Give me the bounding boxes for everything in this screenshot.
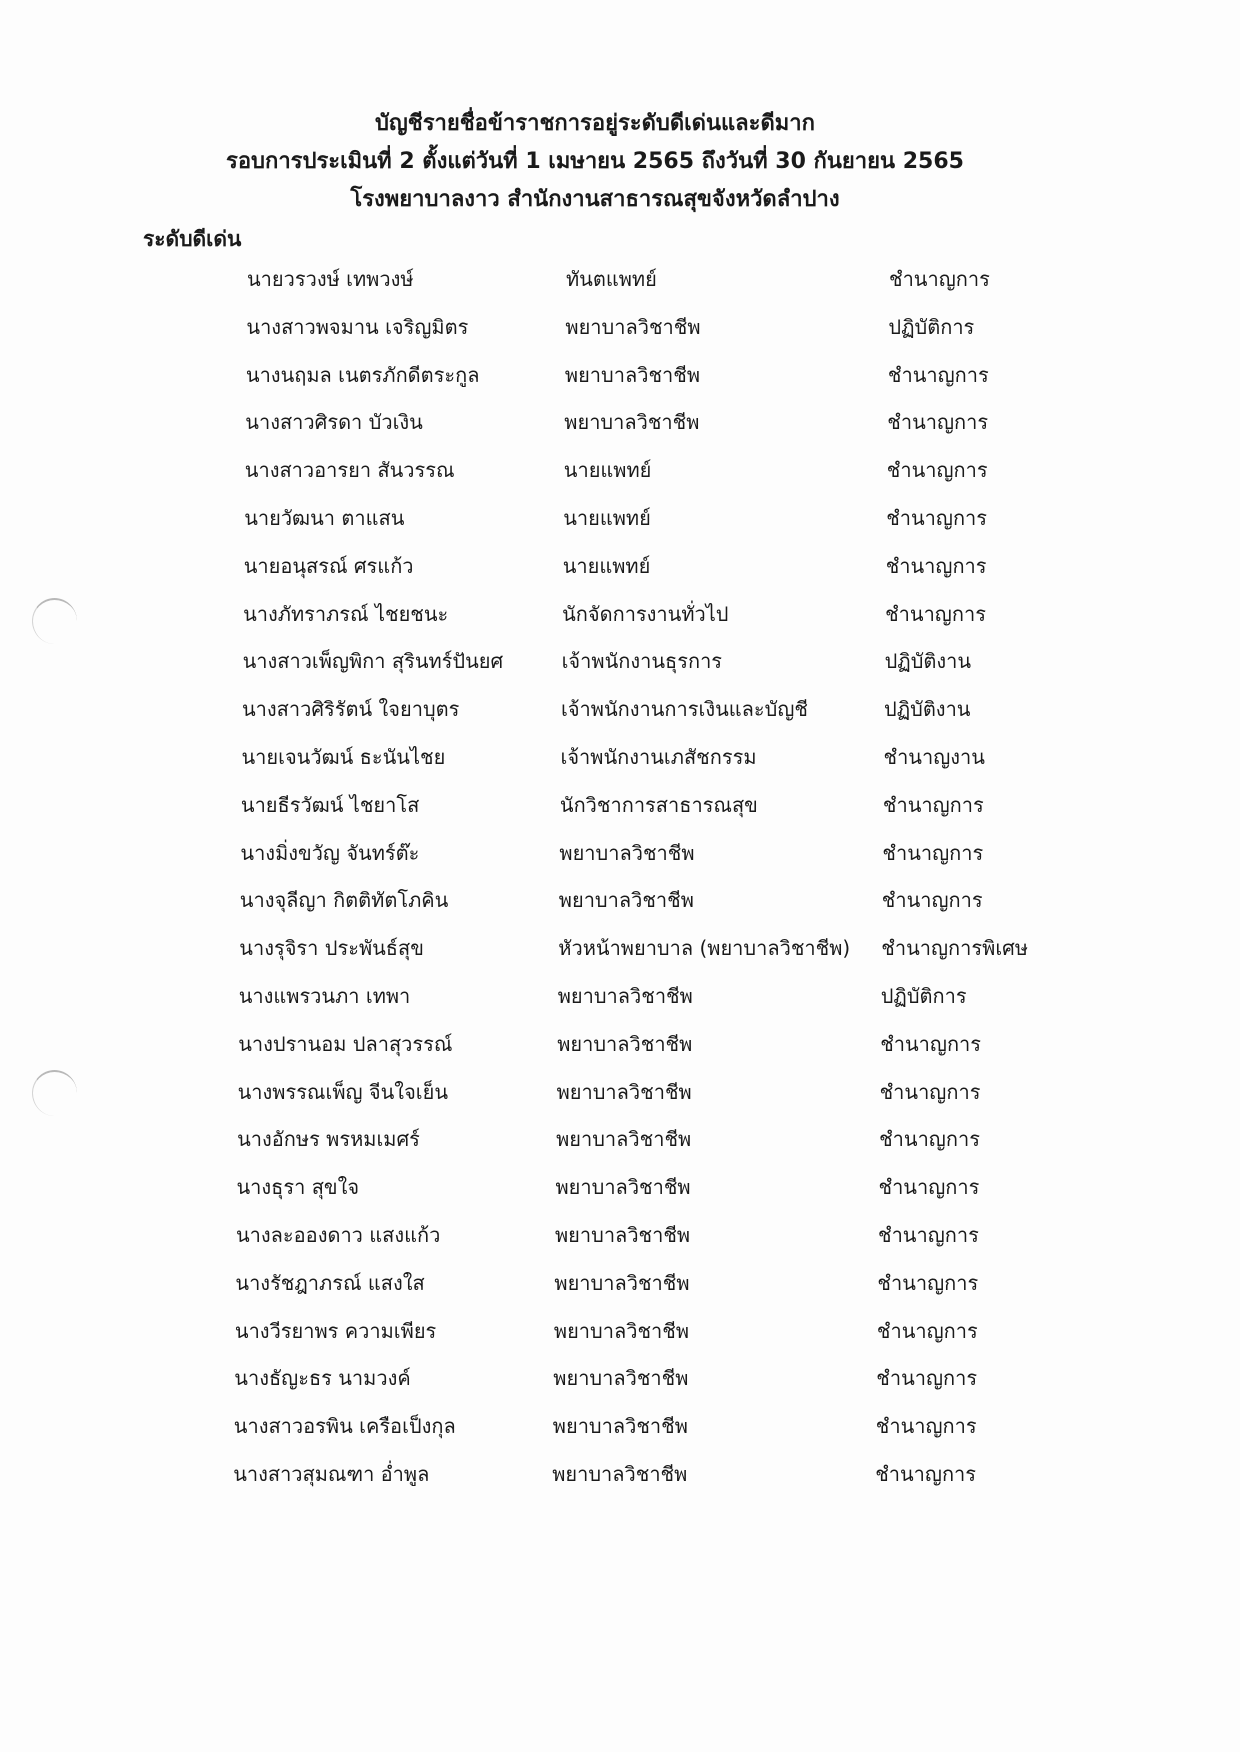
list-row: [0, 741, 1235, 789]
position-title: นายแพทย์: [563, 505, 651, 530]
person-name: นายวรวงษ์ เทพวงษ์: [247, 267, 414, 291]
position-level: ชำนาญการ: [878, 1222, 979, 1247]
person-name: นายวัฒนา ตาแสน: [244, 505, 405, 530]
person-name: นางจุลีญา กิตติทัตโภคิน: [239, 888, 449, 913]
position-title: พยาบาลวิชาชีพ: [556, 1127, 692, 1152]
position-title: พยาบาลวิชาชีพ: [558, 888, 694, 913]
list-row: [0, 263, 1240, 311]
person-name: นายอนุสรณ์ ศรแก้ว: [243, 553, 414, 578]
position-title: พยาบาลวิชาชีพ: [553, 1318, 690, 1343]
position-level: ชำนาญการ: [877, 1270, 979, 1295]
list-row: [0, 311, 1239, 359]
position-level: ชำนาญการ: [886, 505, 988, 530]
position-title: พยาบาลวิชาชีพ: [565, 314, 701, 339]
list-row: [0, 406, 1238, 454]
list-row: [0, 1458, 1226, 1506]
position-title: พยาบาลวิชาชีพ: [556, 1079, 692, 1104]
list-row: [0, 550, 1237, 598]
position-title: พยาบาลวิชาชีพ: [564, 410, 700, 435]
position-level: ชำนาญงาน: [883, 744, 985, 769]
position-level: ชำนาญการ: [875, 1461, 977, 1486]
list-row: [0, 1171, 1230, 1219]
position-title: พยาบาลวิชาชีพ: [555, 1222, 691, 1247]
position-title: พยาบาลวิชาชีพ: [553, 1366, 689, 1391]
person-name: นางสาวพจมาน เจริญมิตร: [246, 314, 469, 339]
position-title: นายแพทย์: [562, 553, 651, 578]
list-row: [0, 693, 1235, 741]
position-title: หัวหน้าพยาบาล (พยาบาลวิชาชีพ): [558, 936, 851, 961]
person-name: นางธัญะธร นามวงค์: [234, 1366, 411, 1391]
list-row: [0, 1410, 1227, 1458]
list-row: [0, 1267, 1228, 1315]
position-level: ชำนาญการ: [882, 792, 984, 817]
position-title: นักจัดการงานทั่วไป: [562, 601, 729, 626]
position-level: ชำนาญการ: [889, 267, 990, 291]
list-row: [0, 1123, 1230, 1171]
position-title: เจ้าพนักงานธุรการ: [561, 649, 723, 674]
position-level: ปฏิบัติงาน: [884, 649, 972, 674]
person-name: นางอักษร พรหมเมศร์: [237, 1127, 420, 1152]
person-name: นายธีรวัฒน์ ไชยาโส: [240, 792, 420, 817]
position-level: ปฏิบัติการ: [888, 314, 975, 339]
list-row: [0, 1362, 1227, 1410]
position-title: พยาบาลวิชาชีพ: [552, 1414, 688, 1439]
position-level: ชำนาญการ: [878, 1175, 980, 1200]
position-title: พยาบาลวิชาชีพ: [552, 1461, 688, 1486]
position-level: ชำนาญการ: [887, 362, 989, 387]
position-title: นายแพทย์: [563, 458, 652, 483]
person-name: นางสาวเพ็ญพิกา สุรินทร์ปันยศ: [242, 649, 504, 674]
list-row: [0, 980, 1232, 1028]
position-title: พยาบาลวิชาชีพ: [557, 983, 693, 1008]
position-level: ชำนาญการ: [885, 601, 986, 626]
person-name: นางสาวศิริรัตน์ ใจยาบุตร: [242, 697, 460, 722]
header-title-line-3: โรงพยาบาลงาว สำนักงานสาธารณสุขจังหวัดลำปาง: [350, 187, 840, 212]
list-row: [0, 789, 1234, 837]
position-level: ชำนาญการ: [885, 553, 987, 578]
hole-punch-mark: [32, 1070, 77, 1116]
list-row: [0, 598, 1236, 646]
list-row: [0, 645, 1236, 693]
person-name: นางธุรา สุขใจ: [236, 1175, 360, 1200]
position-level: ชำนาญการ: [887, 410, 989, 435]
position-title: พยาบาลวิชาชีพ: [559, 840, 695, 865]
position-title: เจ้าพนักงานการเงินและบัญชี: [561, 697, 808, 722]
list-row: [0, 884, 1233, 932]
person-name: นางสาวอรพิน เครือเป็งกุล: [233, 1414, 456, 1439]
person-name: นางสาวศิรดา บัวเงิน: [245, 410, 423, 435]
position-level: ชำนาญการ: [880, 1031, 982, 1056]
person-name: นางมิ่งขวัญ จันทร์ต๊ะ: [240, 840, 420, 865]
position-title: ทันตแพทย์: [566, 267, 657, 291]
list-row: [0, 502, 1237, 550]
position-level: ชำนาญการ: [886, 458, 988, 483]
position-title: พยาบาลวิชาชีพ: [555, 1175, 691, 1200]
section-title: ระดับดีเด่น: [143, 227, 242, 251]
list-row: [0, 837, 1233, 885]
position-level: ชำนาญการ: [881, 888, 983, 913]
position-level: ปฏิบัติการ: [880, 983, 967, 1008]
list-row: [0, 359, 1239, 407]
hole-punch-mark: [32, 598, 77, 644]
position-level: ปฏิบัติงาน: [884, 697, 971, 722]
personnel-list: [0, 263, 1240, 1506]
position-title: นักวิชาการสาธารณสุข: [559, 792, 758, 817]
person-name: นางละอองดาว แสงแก้ว: [236, 1222, 441, 1247]
list-row: [0, 454, 1238, 502]
position-level: ชำนาญการ: [876, 1318, 978, 1343]
position-title: เจ้าพนักงานเภสัชกรรม: [560, 744, 757, 769]
position-title: พยาบาลวิชาชีพ: [554, 1270, 690, 1295]
list-row: [0, 1028, 1231, 1076]
position-level: ชำนาญการ: [879, 1127, 980, 1152]
position-level: ชำนาญการพิเศษ: [881, 936, 1029, 961]
person-name: นางรุจิรา ประพันธ์สุข: [239, 936, 424, 961]
person-name: นางพรรณเพ็ญ จีนใจเย็น: [237, 1079, 449, 1104]
header-title-line-1: บัญชีรายชื่อข้าราชการอยู่ระดับดีเด่นและดีมาก: [375, 111, 815, 136]
list-row: [0, 1219, 1229, 1267]
person-name: นางปรานอม ปลาสุวรรณ์: [238, 1031, 453, 1056]
person-name: นางแพรวนภา เทพา: [238, 983, 411, 1008]
person-name: นางรัชฎาภรณ์ แสงใส: [235, 1270, 425, 1295]
person-name: นางสาวอารยา สันวรรณ: [244, 458, 455, 483]
position-level: ชำนาญการ: [879, 1079, 981, 1104]
header-title-line-2: รอบการประเมินที่ 2 ตั้งแต่วันที่ 1 เมษายน 2565 ถึงวันที่ 30 กันยายน 2565: [226, 149, 964, 174]
position-title: พยาบาลวิชาชีพ: [564, 362, 701, 387]
position-title: พยาบาลวิชาชีพ: [557, 1031, 693, 1056]
position-level: ชำนาญการ: [875, 1414, 977, 1439]
person-name: นายเจนวัฒน์ ธะนันไชย: [241, 744, 446, 769]
person-name: นางสาวสุมณฑา อ่ำพูล: [233, 1461, 430, 1486]
person-name: นางนฤมล เนตรภักดีตระกูล: [245, 362, 480, 387]
list-row: [0, 932, 1232, 980]
document-header: [0, 105, 1190, 219]
position-level: ชำนาญการ: [882, 840, 984, 865]
person-name: นางภัทราภรณ์ ไชยชนะ: [243, 601, 449, 626]
person-name: นางวีรยาพร ความเพียร: [234, 1318, 437, 1343]
list-row: [0, 1315, 1228, 1363]
position-level: ชำนาญการ: [876, 1366, 978, 1391]
list-row: [0, 1076, 1231, 1124]
